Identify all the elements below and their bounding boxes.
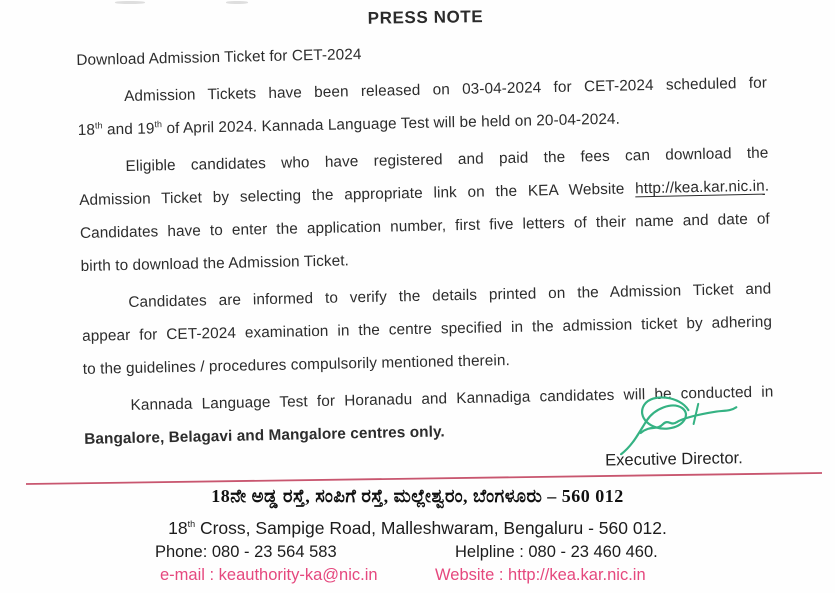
scan-artifact [226, 1, 248, 4]
superscript: th [187, 519, 196, 530]
body-line: Candidates are informed to verify the details printed on the Admission Ticket and [128, 280, 772, 311]
email-address: e-mail : keauthority-ka@nic.in [160, 566, 378, 584]
body-line: appear for CET-2024 examination in the centre specified in the admission ticket by adhering [81, 313, 773, 345]
text-segment: 18 [168, 518, 188, 538]
text-segment: Cross, Sampige Road, Malleshwaram, Bengaluru - 560 012. [195, 518, 667, 538]
body-line: Eligible candidates who have registered and paid the fees can download the [125, 144, 769, 175]
signatory-title: Executive Director. [605, 449, 743, 470]
body-line-bold: Bangalore, Belagavi and Mangalore centres only. [84, 423, 445, 448]
text-segment: Admission Ticket by selecting the appropriate link on the KEA Website [79, 180, 636, 209]
phone-number: Phone: 080 - 23 564 583 [155, 543, 337, 561]
text-segment: and 19 [102, 120, 155, 139]
body-line: Candidates have to enter the application number, first five letters of their name and date of [79, 210, 770, 242]
signature-stroke [620, 397, 689, 454]
address-kannada: 18ನೇ ಅಡ್ಡ ರಸ್ತೆ, ಸಂಪಿಗೆ ರಸ್ತೆ, ಮಲ್ಲೇಶ್ವರಂ, ಬೆಂಗಳೂರು – 560 012 [211, 486, 624, 506]
kea-website-link[interactable]: http://kea.kar.nic.in [634, 177, 765, 198]
body-line: Admission Tickets have been released on 03-04-2024 for CET-2024 scheduled for [123, 74, 768, 106]
paragraph-verify-details [81, 272, 773, 385]
body-line: birth to download the Admission Ticket. [80, 252, 350, 275]
signature-ink [610, 391, 751, 455]
scan-artifact [115, 1, 145, 4]
body-line: Kannada Language Test for Horanadu and Kannadiga candidates will be conducted in [130, 383, 774, 414]
superscript: th [154, 119, 163, 130]
text-segment: of April 2024. Kannada Language Test will be held on 20-04-2024. [162, 110, 621, 138]
paragraph-eligibility [78, 137, 771, 283]
page-title: PRESS NOTE [367, 7, 484, 28]
body-line: Download Admission Ticket for CET-2024 [76, 46, 362, 69]
body-line: to the guidelines / procedures compulsorily mentioned therein. [82, 351, 511, 378]
address-english [0, 518, 835, 539]
paragraph-release-info [77, 67, 768, 147]
signature-stroke [693, 404, 698, 424]
text-segment: 18 [77, 121, 96, 139]
superscript: th [94, 120, 103, 131]
text-segment: . [764, 177, 770, 195]
website-url: Website : http://kea.kar.nic.in [435, 566, 646, 584]
helpline-number: Helpline : 080 - 23 460 460. [455, 543, 658, 561]
divider-line [26, 473, 822, 484]
